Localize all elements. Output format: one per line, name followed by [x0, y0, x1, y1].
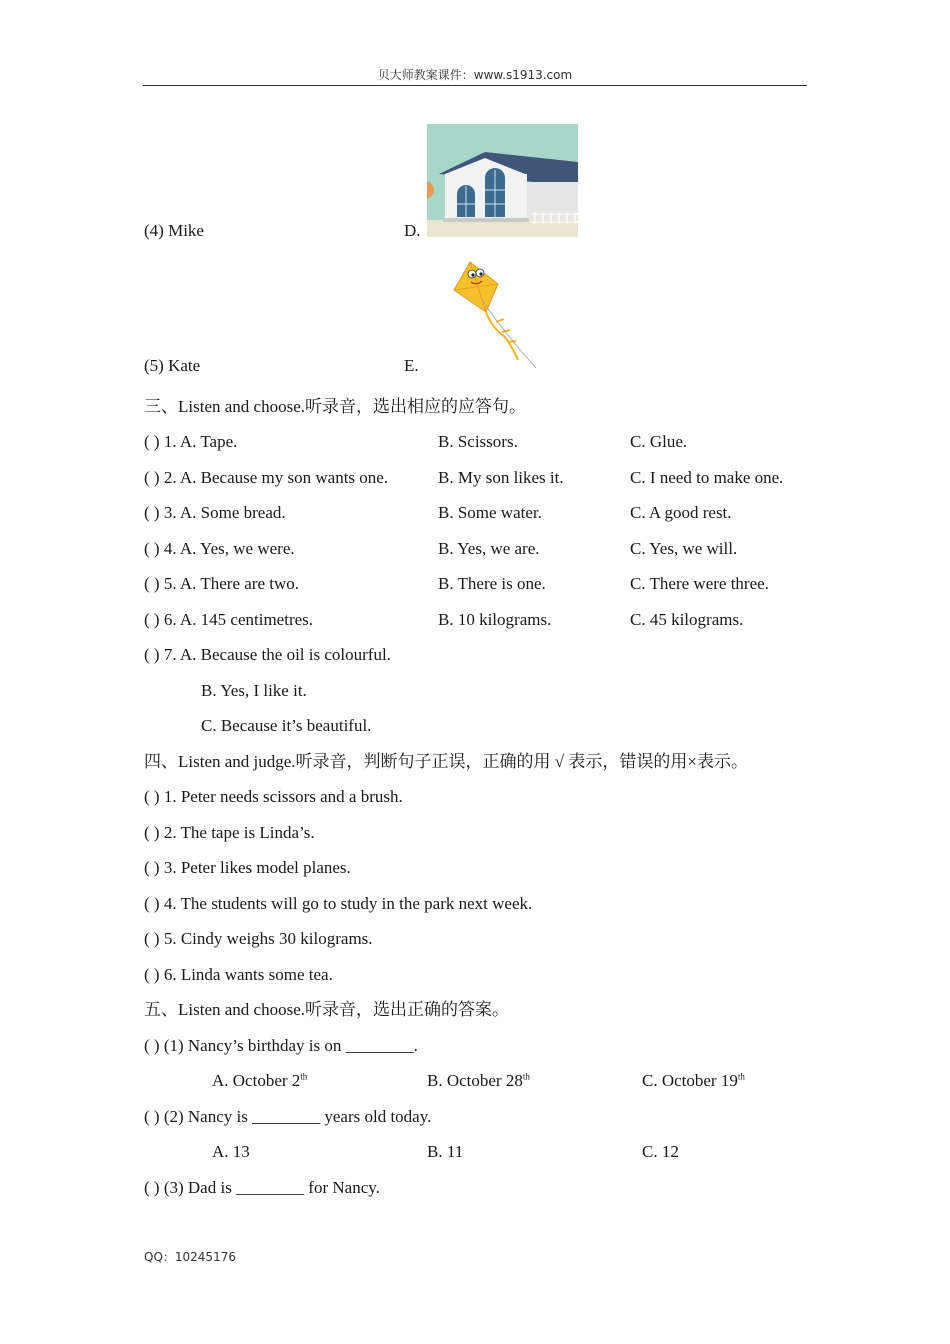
- judge-item: ( ) 1. Peter needs scissors and a brush.: [144, 787, 403, 806]
- question-option-c: C. Glue.: [630, 432, 688, 451]
- ordinal-suffix: th: [737, 1071, 745, 1082]
- question-option-a: ( ) 3. A. Some bread.: [144, 503, 286, 522]
- ordinal-suffix: th: [522, 1071, 530, 1082]
- section5-title: 五、Listen and choose.听录音，选出正确的答案。: [144, 1000, 509, 1019]
- question-option-a: ( ) 4. A. Yes, we were.: [144, 539, 295, 558]
- answer-option-a: A. 13: [212, 1142, 250, 1161]
- judge-item: ( ) 3. Peter likes model planes.: [144, 858, 351, 877]
- question-option-b: B. Scissors.: [438, 432, 518, 451]
- question-option-b: B. My son likes it.: [438, 468, 564, 487]
- question-option-c: C. 45 kilograms.: [630, 610, 744, 629]
- choice-question: ( ) (1) Nancy’s birthday is on ________.: [144, 1036, 418, 1055]
- question-option-c: C. Because it’s beautiful.: [201, 716, 372, 735]
- answer-option-a: [212, 1071, 307, 1091]
- judge-item: ( ) 5. Cindy weighs 30 kilograms.: [144, 929, 373, 948]
- question-option-b: B. There is one.: [438, 574, 546, 593]
- answer-option-b-text: B. October 28: [427, 1071, 523, 1090]
- choice-question: ( ) (3) Dad is ________ for Nancy.: [144, 1178, 380, 1197]
- question-option-a: ( ) 6. A. 145 centimetres.: [144, 610, 314, 629]
- judge-item: ( ) 2. The tape is Linda’s.: [144, 823, 315, 842]
- question-option-c: C. There were three.: [630, 574, 769, 593]
- judge-item: ( ) 4. The students will go to study in the park next week.: [144, 894, 533, 913]
- judge-item: ( ) 6. Linda wants some tea.: [144, 965, 333, 984]
- answer-option-c: C. 12: [642, 1142, 679, 1161]
- question-option-c: C. A good rest.: [630, 503, 732, 522]
- kite-image: [452, 260, 538, 370]
- question-option-b: B. Yes, I like it.: [201, 681, 307, 700]
- choice-question: ( ) (2) Nancy is ________ years old today.: [144, 1107, 432, 1126]
- question-option-a: ( ) 2. A. Because my son wants one.: [144, 468, 389, 487]
- match-item-name: (5) Kate: [144, 356, 201, 375]
- answer-option-b: B. 11: [427, 1142, 464, 1161]
- question-option-a: ( ) 7. A. Because the oil is colourful.: [144, 645, 391, 664]
- question-option-c: C. I need to make one.: [630, 468, 784, 487]
- answer-option-b: [427, 1071, 530, 1091]
- match-item-letter: E.: [404, 356, 419, 375]
- question-option-a: ( ) 1. A. Tape.: [144, 432, 238, 451]
- section4-title: 四、Listen and judge.听录音，判断句子正误，正确的用 √ 表示，错误的用×表示。: [144, 752, 748, 771]
- house-image: [427, 124, 578, 237]
- page-footer: QQ：10245176: [144, 1250, 236, 1264]
- answer-option-c: [642, 1071, 745, 1091]
- question-option-c: C. Yes, we will.: [630, 539, 738, 558]
- question-option-b: B. Some water.: [438, 503, 542, 522]
- ordinal-suffix: th: [300, 1071, 308, 1082]
- answer-option-c-text: C. October 19: [642, 1071, 738, 1090]
- match-item-letter: D.: [404, 221, 421, 240]
- match-item-name: (4) Mike: [144, 221, 204, 240]
- answer-option-a-text: A. October 2: [212, 1071, 301, 1090]
- header-rule: [143, 85, 807, 86]
- question-option-b: B. 10 kilograms.: [438, 610, 552, 629]
- question-option-a: ( ) 5. A. There are two.: [144, 574, 299, 593]
- section3-title: 三、Listen and choose.听录音，选出相应的应答句。: [144, 397, 526, 416]
- page-header: 贝大师教案课件：www.s1913.com: [377, 68, 573, 82]
- question-option-b: B. Yes, we are.: [438, 539, 540, 558]
